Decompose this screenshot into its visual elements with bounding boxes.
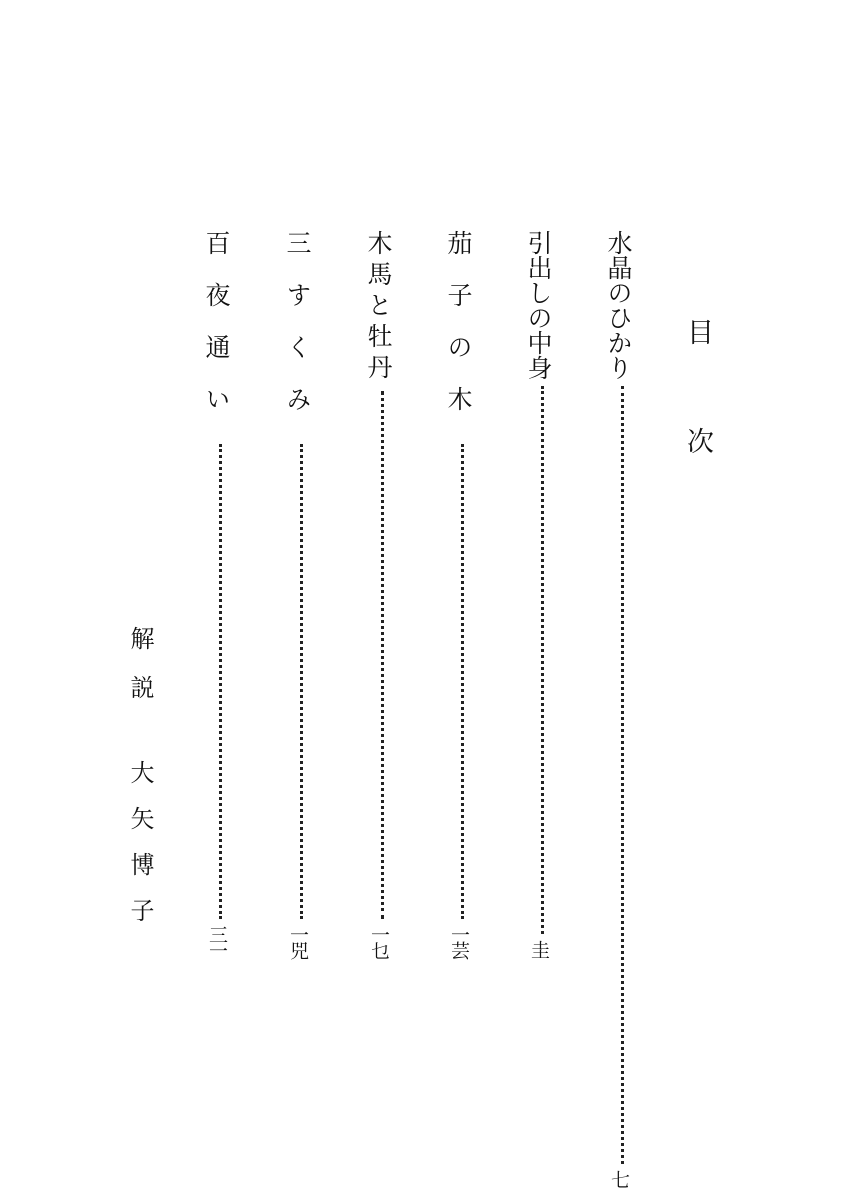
toc-entry-page: 三一: [206, 925, 228, 957]
toc-entry-page: 七: [608, 1170, 630, 1186]
toc-entry-title: 木馬と牡丹: [364, 230, 393, 385]
toc-entry-page: 一兕: [287, 925, 309, 957]
toc-entry[interactable]: [204, 230, 240, 960]
commentary-section[interactable]: [128, 626, 152, 944]
toc-leader-dots: [541, 386, 544, 934]
toc-leader-dots: [381, 391, 384, 919]
toc-leader-dots: [461, 444, 464, 919]
toc-entry-title: 百夜通い: [202, 230, 231, 438]
toc-leader-dots: [621, 386, 624, 1164]
commentary-label: 解説: [126, 626, 154, 724]
commentary-author: 大矢博子: [126, 760, 154, 944]
toc-leader-dots: [219, 444, 222, 919]
toc-entry[interactable]: [604, 230, 642, 1186]
toc-heading: 目次: [682, 318, 713, 536]
toc-entry-page: 圭: [528, 940, 550, 956]
toc-entry-title: 三すくみ: [283, 230, 312, 438]
toc-entry-page: 一芸: [448, 925, 470, 957]
toc-entry-page: 一乜: [368, 925, 390, 957]
toc-entry[interactable]: [366, 230, 402, 960]
toc-entry[interactable]: [446, 230, 482, 960]
toc-leader-dots: [300, 444, 303, 919]
toc-entry-title: 茄子の木: [444, 230, 473, 438]
toc-entry[interactable]: [285, 230, 321, 960]
toc-entry-title: 引出しの中身: [524, 230, 553, 380]
toc-entry[interactable]: [526, 230, 562, 960]
toc-entry-title: 水晶のひかり: [604, 230, 633, 380]
